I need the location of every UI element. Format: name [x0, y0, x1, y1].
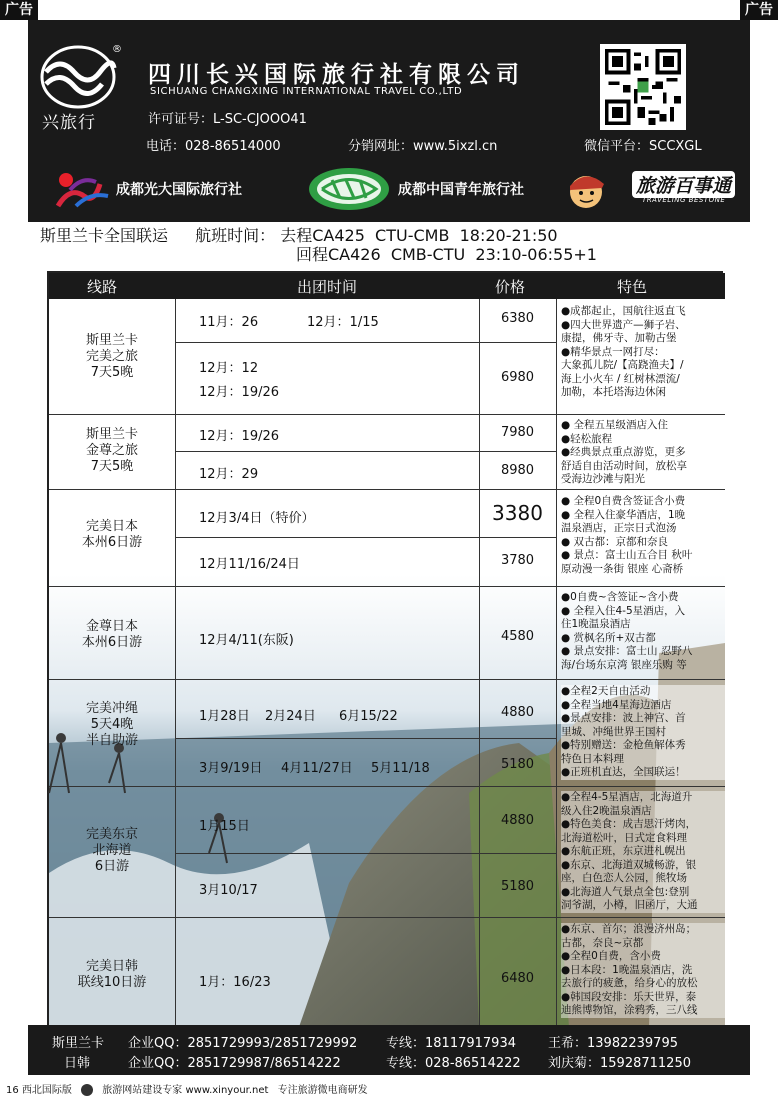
footer-dest: 斯里兰卡 — [52, 1036, 105, 1051]
feature-line: 迪熊博物馆，涂鸦秀，三八线 — [561, 1004, 698, 1016]
route-cell — [49, 619, 175, 651]
partner-guangda — [50, 164, 242, 214]
feature-line: ●特别赠送：金枪鱼解体秀 — [561, 739, 686, 751]
feature-line: ●北海道人气景点全包:登别 — [561, 885, 690, 898]
features-cell — [561, 923, 727, 1018]
price-cell: 3780 — [500, 553, 535, 568]
features-cell — [561, 791, 727, 913]
feature-line: 康提，佛牙寺、加勒古堡 — [561, 332, 677, 344]
route-line: 北海道 — [92, 843, 132, 858]
footer-qq: 企业QQ：2851729993/2851729992 — [128, 1036, 358, 1051]
feature-line: 海/台场东京湾 银座乐购 等 — [561, 658, 687, 671]
feature-line: ● 全程入住豪华酒店，1晚 — [561, 508, 686, 521]
footer-hotline: 专线：18117917934 — [386, 1036, 516, 1051]
date-cell: 12月：19/26 — [199, 429, 280, 444]
feature-line: ● 景点：富士山五合目 秋叶 — [561, 549, 693, 561]
date-cell: 12月11/16/24日 — [199, 557, 300, 572]
header-features: 特色 — [617, 278, 648, 296]
price-cell: 5180 — [500, 879, 535, 894]
date-cell: 11月：26 — [199, 315, 259, 330]
route-line: 斯里兰卡 — [85, 333, 138, 348]
date-cell: 1月15日 — [199, 819, 250, 834]
feature-line: ●全程0自费，含小费 — [561, 950, 661, 962]
contact-footer — [28, 1025, 750, 1075]
date-cell: 12月：29 — [199, 467, 259, 482]
brand-title: 旅游百事通 — [632, 171, 735, 198]
grid-line — [49, 917, 725, 918]
route-cell — [49, 333, 175, 381]
feature-line: ●特色美食：成吉思汗烤肉， — [561, 818, 697, 830]
features-cell — [561, 305, 727, 400]
feature-line: 座，白色恋人公园，熊牧场 — [561, 872, 687, 884]
grid-line — [49, 586, 725, 587]
partner-name-cyts: 成都中国青年旅行社 — [398, 182, 524, 198]
footer-hotline: 专线：028-86514222 — [386, 1056, 521, 1071]
table-header — [49, 273, 725, 299]
wechat-text: 微信平台：SCCXGL — [584, 139, 702, 154]
date-cell: 5月11/18 — [371, 761, 430, 776]
brand-subtitle: TRAVELING BESTONE — [642, 196, 726, 204]
license-number: 许可证号：L-SC-CJOOO41 — [148, 112, 307, 127]
footer-slogan: 旅游网站建设专家 www.xinyour.net — [102, 1085, 269, 1096]
feature-line: 海上小火车 / 红树林漂流/ — [561, 372, 680, 385]
price-cell: 8980 — [500, 463, 535, 478]
price-cell: 7980 — [500, 425, 535, 440]
date-cell: 12月：19/26 — [199, 385, 280, 400]
grid-line — [49, 786, 725, 787]
grid-line — [175, 537, 556, 538]
grid-line — [49, 489, 725, 490]
partner-name-guangda: 成都光大国际旅行社 — [116, 182, 242, 198]
feature-line: ●全程2天自由活动 — [561, 685, 651, 697]
flight-outbound: 去程CA425 CTU-CMB 18:20-21:50 — [280, 226, 558, 245]
price-cell-special: 3380 — [492, 501, 543, 525]
feature-line: ●全程当地4星海边酒店 — [561, 698, 672, 711]
feature-line: ●东京、首尔；浪漫济州岛； — [561, 923, 697, 935]
feature-line: ● 景点安排：富士山 忍野八 — [561, 645, 693, 657]
date-cell: 1月28日 — [199, 709, 250, 724]
flight-label: 斯里兰卡全国联运 — [40, 226, 169, 245]
features-cell — [561, 419, 727, 487]
grid-line — [49, 414, 725, 415]
feature-line: 去旅行的疲惫，给身心的放松 — [561, 977, 698, 989]
xinyour-logo-icon — [81, 1084, 93, 1096]
feature-line: 原动漫一条街 银座 心斋桥 — [561, 562, 684, 575]
feature-line: 舒适自由活动时间，放松享 — [561, 459, 687, 472]
route-line: 7天5晚 — [90, 365, 134, 380]
header-price: 价格 — [495, 278, 526, 296]
qr-code-icon — [600, 44, 686, 130]
feature-line: ● 双古都：京都和奈良 — [561, 535, 668, 548]
feature-line: ●全程4-5星酒店，北海道升 — [561, 791, 693, 803]
grid-line — [49, 679, 725, 680]
feature-line: 特色日本料理 — [561, 752, 624, 765]
header-dates: 出团时间 — [297, 278, 358, 296]
phone-text: 电话：028-86514000 — [146, 139, 281, 154]
price-cell: 4580 — [500, 629, 535, 644]
route-line: 联线10日游 — [77, 975, 147, 990]
feature-line: ● 全程0自费含签证含小费 — [561, 495, 686, 507]
feature-line: ● 全程五星级酒店入住 — [561, 419, 668, 431]
footer-contact: 刘庆菊：15928711250 — [548, 1056, 691, 1071]
date-cell: 6月15/22 — [339, 709, 398, 724]
route-line: 斯里兰卡 — [85, 427, 138, 442]
footer-dest: 日韩 — [64, 1056, 91, 1071]
route-line: 金尊日本 — [85, 619, 138, 634]
date-cell: 12月4/11(东阪) — [199, 633, 294, 648]
route-line: 完美东京 — [85, 827, 138, 842]
footer-contact: 王希：13982239795 — [548, 1036, 678, 1051]
price-cell: 6380 — [500, 311, 535, 326]
route-line: 半自助游 — [85, 733, 138, 748]
route-cell — [49, 959, 175, 991]
page-footer — [6, 1081, 374, 1096]
feature-line: ●精华景点一网打尽： — [561, 345, 665, 358]
route-line: 7天5晚 — [90, 459, 134, 474]
route-line: 完美冲绳 — [85, 701, 138, 716]
route-cell — [49, 427, 175, 475]
company-name-cn: 四川长兴国际旅行社有限公司 — [148, 62, 525, 88]
route-line: 本州6日游 — [81, 635, 143, 650]
route-line: 本州6日游 — [81, 535, 143, 550]
logo-text: 兴旅行 — [42, 113, 96, 133]
company-name-en: SICHUANG CHANGXING INTERNATIONAL TRAVEL CO.,LTD — [150, 86, 463, 97]
feature-line: 级入住2晚温泉酒店 — [561, 804, 652, 817]
feature-line: 大象孤儿院/【高跷渔夫】/ — [561, 359, 684, 371]
price-cell: 4880 — [500, 705, 535, 720]
flight-return: 回程CA426 CMB-CTU 23:10-06:55+1 — [296, 245, 597, 264]
price-cell: 6480 — [500, 971, 535, 986]
feature-line: 古都，奈良~京都 — [561, 936, 644, 949]
date-cell: 4月11/27日 — [281, 761, 353, 776]
footer-qq: 企业QQ：2851729987/86514222 — [128, 1056, 341, 1071]
route-line: 5天4晚 — [90, 717, 134, 732]
feature-line: ●正班机直达，全国联运！ — [561, 766, 686, 778]
date-cell: 3月10/17 — [199, 883, 258, 898]
feature-line: 里城、冲绳世界王国村 — [561, 725, 666, 738]
feature-line: ●0自费~含签证~含小费 — [561, 591, 679, 603]
cyts-logo-icon — [306, 166, 392, 212]
route-line: 完美日韩 — [85, 959, 138, 974]
grid-line — [175, 342, 556, 343]
features-cell — [561, 685, 727, 780]
feature-line: 受海边沙滩与阳光 — [561, 473, 645, 485]
feature-line: ●韩国段安排：乐天世界，泰 — [561, 990, 697, 1003]
price-cell: 5180 — [500, 757, 535, 772]
route-cell — [49, 701, 175, 749]
flight-info — [40, 226, 597, 264]
feature-line: ●景点安排：波上神宫、首 — [561, 712, 686, 724]
grid-line — [175, 738, 556, 739]
date-cell: 12月3/4日（特价） — [199, 511, 315, 526]
company-logo-icon — [38, 42, 122, 112]
feature-line: ●成都起止，国航往返直飞 — [561, 305, 686, 317]
trademark-mark: ® — [112, 44, 122, 55]
ad-tag-right: 广告 — [740, 0, 778, 20]
route-line: 完美日本 — [85, 519, 138, 534]
feature-line: ●经典景点重点游览，更多 — [561, 446, 686, 458]
features-cell — [561, 591, 727, 672]
company-header — [28, 20, 750, 222]
ad-tag-left: 广告 — [0, 0, 38, 20]
feature-line: ●日本段：1晚温泉酒店，洗 — [561, 963, 693, 976]
feature-line: ● 赏枫名所+双古都 — [561, 631, 656, 644]
feature-line: 北海道松叶，日式定食料理 — [561, 831, 687, 844]
tour-price-table — [47, 271, 723, 1025]
footer-sub: 专注旅游微电商研发 — [277, 1085, 368, 1096]
date-cell: 3月9/19日 — [199, 761, 263, 776]
partner-cyts — [306, 164, 524, 214]
feature-line: 温泉酒店，正宗日式泡汤 — [561, 522, 677, 534]
feature-line: 洞爷湖，小樽，旧函厅，大通 — [561, 899, 698, 911]
feature-line: ●东航正班，东京进札幌出 — [561, 845, 686, 857]
price-cell: 6980 — [500, 370, 535, 385]
route-line: 6日游 — [94, 859, 130, 874]
grid-line — [175, 853, 556, 854]
guangda-logo-icon — [50, 166, 116, 212]
date-cell: 12月：12 — [199, 361, 259, 376]
route-cell — [49, 519, 175, 551]
feature-line: ●轻松旅程 — [561, 432, 613, 445]
route-line: 完美之旅 — [85, 349, 138, 364]
features-cell — [561, 495, 727, 576]
date-cell: 1月：16/23 — [199, 975, 271, 990]
route-cell — [49, 827, 175, 875]
feature-line: ●四大世界遗产—狮子岩、 — [561, 318, 686, 331]
price-cell: 4880 — [500, 813, 535, 828]
page-number: 16 西北国际版 — [6, 1085, 72, 1096]
header-route: 线路 — [87, 278, 118, 296]
date-cell: 2月24日 — [265, 709, 316, 724]
grid-line — [175, 451, 556, 452]
feature-line: ● 全程入住4-5星酒店，入 — [561, 604, 686, 617]
feature-line: 住1晚温泉酒店 — [561, 618, 631, 630]
flight-time-label: 航班时间： — [195, 226, 276, 245]
feature-line: 加勒，本托塔海边休闲 — [561, 386, 666, 398]
website-text: 分销网址：www.5ixzl.cn — [348, 139, 498, 154]
date-cell: 12月：1/15 — [307, 315, 379, 330]
feature-line: ●东京、北海道双城畅游，银 — [561, 858, 697, 871]
route-line: 金尊之旅 — [85, 443, 138, 458]
